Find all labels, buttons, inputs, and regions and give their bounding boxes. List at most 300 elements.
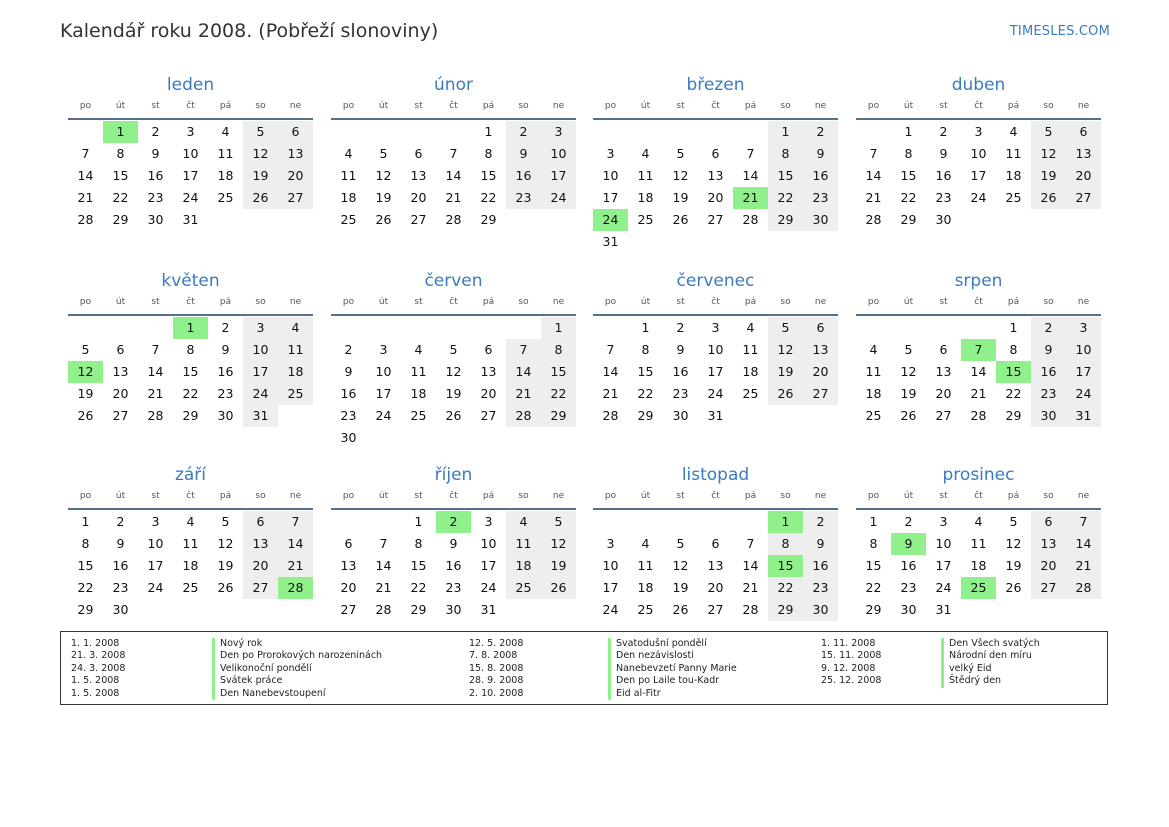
day-cell[interactable]: 30 [803,599,838,621]
day-cell[interactable]: 26 [217,580,234,595]
day-cell[interactable]: 29 [77,602,94,617]
day-cell[interactable]: 18 [1005,168,1022,183]
site-link[interactable]: TIMESLES.COM [1009,24,1110,39]
day-cell[interactable]: 3 [974,124,983,139]
day-cell[interactable]: 30 [803,209,838,231]
day-cell[interactable]: 25 [865,408,882,423]
day-cell[interactable]: 7 [746,536,755,551]
day-cell[interactable]: 30 [147,212,164,227]
day-cell[interactable]: 14 [77,168,94,183]
day-cell[interactable]: 11 [182,536,199,551]
holiday-day-cell[interactable]: 1 [173,317,208,339]
day-cell[interactable]: 24 [147,580,164,595]
day-cell[interactable]: 18 [506,555,541,577]
day-cell[interactable]: 20 [112,386,129,401]
day-cell[interactable]: 9 [221,342,230,357]
day-cell[interactable]: 23 [803,577,838,599]
day-cell[interactable]: 3 [151,514,160,529]
day-cell[interactable]: 17 [935,558,952,573]
day-cell[interactable]: 12 [672,558,689,573]
day-cell[interactable]: 6 [414,146,423,161]
day-cell[interactable]: 17 [541,165,576,187]
day-cell[interactable]: 9 [151,146,160,161]
day-cell[interactable]: 6 [243,511,278,533]
day-cell[interactable]: 22 [865,580,882,595]
day-cell[interactable]: 19 [1005,558,1022,573]
day-cell[interactable]: 17 [182,168,199,183]
day-cell[interactable]: 3 [711,320,720,335]
day-cell[interactable]: 8 [186,342,195,357]
day-cell[interactable]: 5 [243,121,278,143]
day-cell[interactable]: 26 [77,408,94,423]
day-cell[interactable]: 28 [375,602,392,617]
day-cell[interactable]: 24 [375,408,392,423]
holiday-day-cell[interactable]: 12 [68,361,103,383]
day-cell[interactable]: 14 [865,168,882,183]
day-cell[interactable]: 20 [707,580,724,595]
day-cell[interactable]: 8 [541,339,576,361]
day-cell[interactable]: 2 [506,121,541,143]
day-cell[interactable]: 12 [217,536,234,551]
day-cell[interactable]: 28 [506,405,541,427]
day-cell[interactable]: 22 [112,190,129,205]
day-cell[interactable]: 9 [116,536,125,551]
day-cell[interactable]: 15 [182,364,199,379]
day-cell[interactable]: 9 [449,536,458,551]
day-cell[interactable]: 7 [379,536,388,551]
day-cell[interactable]: 20 [278,165,313,187]
holiday-day-cell[interactable]: 9 [891,533,926,555]
day-cell[interactable]: 22 [480,190,497,205]
day-cell[interactable]: 18 [182,558,199,573]
day-cell[interactable]: 24 [541,187,576,209]
day-cell[interactable]: 1 [81,514,90,529]
day-cell[interactable]: 25 [410,408,427,423]
day-cell[interactable]: 26 [1031,187,1066,209]
day-cell[interactable]: 7 [449,146,458,161]
day-cell[interactable]: 15 [480,168,497,183]
day-cell[interactable]: 4 [221,124,230,139]
day-cell[interactable]: 25 [742,386,759,401]
day-cell[interactable]: 2 [939,124,948,139]
day-cell[interactable]: 5 [1031,121,1066,143]
day-cell[interactable]: 22 [900,190,917,205]
day-cell[interactable]: 3 [939,514,948,529]
day-cell[interactable]: 12 [375,168,392,183]
day-cell[interactable]: 5 [221,514,230,529]
day-cell[interactable]: 13 [803,339,838,361]
day-cell[interactable]: 8 [1009,342,1018,357]
day-cell[interactable]: 13 [112,364,129,379]
day-cell[interactable]: 27 [803,383,838,405]
day-cell[interactable]: 31 [602,234,619,249]
day-cell[interactable]: 13 [1066,143,1101,165]
day-cell[interactable]: 4 [344,146,353,161]
day-cell[interactable]: 21 [375,580,392,595]
day-cell[interactable]: 8 [904,146,913,161]
day-cell[interactable]: 11 [278,339,313,361]
day-cell[interactable]: 15 [112,168,129,183]
day-cell[interactable]: 24 [182,190,199,205]
day-cell[interactable]: 21 [445,190,462,205]
day-cell[interactable]: 25 [637,212,654,227]
day-cell[interactable]: 8 [116,146,125,161]
day-cell[interactable]: 23 [147,190,164,205]
day-cell[interactable]: 7 [506,339,541,361]
day-cell[interactable]: 8 [414,536,423,551]
day-cell[interactable]: 10 [935,536,952,551]
day-cell[interactable]: 25 [182,580,199,595]
day-cell[interactable]: 19 [672,580,689,595]
day-cell[interactable]: 9 [506,143,541,165]
day-cell[interactable]: 10 [1066,339,1101,361]
day-cell[interactable]: 3 [1066,317,1101,339]
day-cell[interactable]: 4 [641,536,650,551]
day-cell[interactable]: 20 [1066,165,1101,187]
day-cell[interactable]: 27 [935,408,952,423]
day-cell[interactable]: 8 [869,536,878,551]
day-cell[interactable]: 30 [112,602,129,617]
day-cell[interactable]: 23 [672,386,689,401]
day-cell[interactable]: 19 [900,386,917,401]
day-cell[interactable]: 9 [344,364,353,379]
day-cell[interactable]: 16 [803,165,838,187]
day-cell[interactable]: 26 [243,187,278,209]
day-cell[interactable]: 25 [1005,190,1022,205]
day-cell[interactable]: 29 [410,602,427,617]
day-cell[interactable]: 1 [904,124,913,139]
day-cell[interactable]: 17 [375,386,392,401]
day-cell[interactable]: 19 [445,386,462,401]
day-cell[interactable]: 3 [606,536,615,551]
day-cell[interactable]: 3 [541,121,576,143]
day-cell[interactable]: 20 [243,555,278,577]
day-cell[interactable]: 17 [602,580,619,595]
day-cell[interactable]: 7 [869,146,878,161]
day-cell[interactable]: 6 [278,121,313,143]
day-cell[interactable]: 10 [243,339,278,361]
day-cell[interactable]: 10 [147,536,164,551]
day-cell[interactable]: 18 [970,558,987,573]
day-cell[interactable]: 25 [340,212,357,227]
day-cell[interactable]: 17 [970,168,987,183]
day-cell[interactable]: 27 [410,212,427,227]
day-cell[interactable]: 15 [77,558,94,573]
day-cell[interactable]: 1 [641,320,650,335]
day-cell[interactable]: 7 [151,342,160,357]
day-cell[interactable]: 27 [112,408,129,423]
day-cell[interactable]: 14 [742,558,759,573]
day-cell[interactable]: 2 [151,124,160,139]
day-cell[interactable]: 18 [340,190,357,205]
day-cell[interactable]: 26 [900,408,917,423]
day-cell[interactable]: 12 [768,339,803,361]
day-cell[interactable]: 13 [340,558,357,573]
day-cell[interactable]: 6 [1066,121,1101,143]
day-cell[interactable]: 8 [768,143,803,165]
day-cell[interactable]: 16 [900,558,917,573]
day-cell[interactable]: 18 [637,580,654,595]
day-cell[interactable]: 22 [541,383,576,405]
day-cell[interactable]: 1 [484,124,493,139]
day-cell[interactable]: 4 [869,342,878,357]
day-cell[interactable]: 3 [243,317,278,339]
day-cell[interactable]: 31 [1066,405,1101,427]
day-cell[interactable]: 12 [243,143,278,165]
day-cell[interactable]: 15 [410,558,427,573]
day-cell[interactable]: 27 [1031,577,1066,599]
day-cell[interactable]: 28 [445,212,462,227]
day-cell[interactable]: 29 [541,405,576,427]
day-cell[interactable]: 17 [147,558,164,573]
day-cell[interactable]: 2 [116,514,125,529]
day-cell[interactable]: 18 [410,386,427,401]
day-cell[interactable]: 19 [672,190,689,205]
day-cell[interactable]: 21 [506,383,541,405]
day-cell[interactable]: 30 [445,602,462,617]
day-cell[interactable]: 28 [1066,577,1101,599]
day-cell[interactable]: 6 [1031,511,1066,533]
day-cell[interactable]: 21 [742,580,759,595]
day-cell[interactable]: 29 [112,212,129,227]
day-cell[interactable]: 19 [77,386,94,401]
day-cell[interactable]: 21 [970,386,987,401]
day-cell[interactable]: 5 [768,317,803,339]
day-cell[interactable]: 6 [344,536,353,551]
day-cell[interactable]: 7 [81,146,90,161]
day-cell[interactable]: 30 [672,408,689,423]
day-cell[interactable]: 14 [445,168,462,183]
day-cell[interactable]: 22 [768,577,803,599]
day-cell[interactable]: 14 [506,361,541,383]
day-cell[interactable]: 14 [278,533,313,555]
day-cell[interactable]: 2 [344,342,353,357]
day-cell[interactable]: 16 [672,364,689,379]
day-cell[interactable]: 5 [541,511,576,533]
day-cell[interactable]: 11 [1005,146,1022,161]
day-cell[interactable]: 18 [217,168,234,183]
day-cell[interactable]: 27 [243,577,278,599]
day-cell[interactable]: 9 [1031,339,1066,361]
day-cell[interactable]: 9 [676,342,685,357]
day-cell[interactable]: 19 [768,361,803,383]
day-cell[interactable]: 15 [541,361,576,383]
day-cell[interactable]: 16 [340,386,357,401]
day-cell[interactable]: 11 [340,168,357,183]
day-cell[interactable]: 6 [116,342,125,357]
day-cell[interactable]: 13 [707,168,724,183]
day-cell[interactable]: 10 [541,143,576,165]
day-cell[interactable]: 20 [480,386,497,401]
day-cell[interactable]: 5 [676,146,685,161]
day-cell[interactable]: 19 [541,555,576,577]
day-cell[interactable]: 3 [484,514,493,529]
day-cell[interactable]: 20 [935,386,952,401]
day-cell[interactable]: 1 [869,514,878,529]
day-cell[interactable]: 25 [278,383,313,405]
day-cell[interactable]: 29 [865,602,882,617]
day-cell[interactable]: 22 [182,386,199,401]
day-cell[interactable]: 3 [186,124,195,139]
day-cell[interactable]: 6 [484,342,493,357]
day-cell[interactable]: 3 [606,146,615,161]
day-cell[interactable]: 12 [1031,143,1066,165]
day-cell[interactable]: 26 [1005,580,1022,595]
day-cell[interactable]: 13 [935,364,952,379]
day-cell[interactable]: 24 [1066,383,1101,405]
day-cell[interactable]: 18 [742,364,759,379]
day-cell[interactable]: 15 [900,168,917,183]
holiday-day-cell[interactable]: 25 [961,577,996,599]
day-cell[interactable]: 14 [375,558,392,573]
day-cell[interactable]: 7 [1066,511,1101,533]
day-cell[interactable]: 13 [278,143,313,165]
day-cell[interactable]: 1 [1009,320,1018,335]
day-cell[interactable]: 22 [77,580,94,595]
day-cell[interactable]: 10 [602,558,619,573]
day-cell[interactable]: 19 [217,558,234,573]
day-cell[interactable]: 16 [935,168,952,183]
day-cell[interactable]: 10 [970,146,987,161]
day-cell[interactable]: 23 [217,386,234,401]
day-cell[interactable]: 9 [939,146,948,161]
day-cell[interactable]: 4 [641,146,650,161]
day-cell[interactable]: 13 [410,168,427,183]
day-cell[interactable]: 27 [1066,187,1101,209]
day-cell[interactable]: 21 [278,555,313,577]
day-cell[interactable]: 19 [243,165,278,187]
day-cell[interactable]: 28 [742,212,759,227]
day-cell[interactable]: 13 [1031,533,1066,555]
day-cell[interactable]: 5 [1009,514,1018,529]
day-cell[interactable]: 2 [803,121,838,143]
day-cell[interactable]: 14 [602,364,619,379]
day-cell[interactable]: 30 [217,408,234,423]
day-cell[interactable]: 29 [182,408,199,423]
day-cell[interactable]: 17 [1066,361,1101,383]
day-cell[interactable]: 1 [541,317,576,339]
day-cell[interactable]: 8 [641,342,650,357]
day-cell[interactable]: 24 [243,383,278,405]
holiday-day-cell[interactable]: 1 [103,121,138,143]
day-cell[interactable]: 20 [340,580,357,595]
day-cell[interactable]: 28 [147,408,164,423]
day-cell[interactable]: 26 [375,212,392,227]
day-cell[interactable]: 1 [768,121,803,143]
day-cell[interactable]: 21 [147,386,164,401]
holiday-day-cell[interactable]: 21 [733,187,768,209]
day-cell[interactable]: 22 [768,187,803,209]
holiday-day-cell[interactable]: 2 [436,511,471,533]
day-cell[interactable]: 26 [768,383,803,405]
day-cell[interactable]: 29 [768,599,803,621]
day-cell[interactable]: 26 [445,408,462,423]
holiday-day-cell[interactable]: 28 [278,577,313,599]
day-cell[interactable]: 26 [541,577,576,599]
day-cell[interactable]: 23 [935,190,952,205]
holiday-day-cell[interactable]: 15 [768,555,803,577]
day-cell[interactable]: 22 [410,580,427,595]
day-cell[interactable]: 30 [935,212,952,227]
day-cell[interactable]: 21 [1066,555,1101,577]
day-cell[interactable]: 13 [480,364,497,379]
day-cell[interactable]: 20 [1031,555,1066,577]
day-cell[interactable]: 2 [803,511,838,533]
day-cell[interactable]: 21 [77,190,94,205]
day-cell[interactable]: 20 [707,190,724,205]
day-cell[interactable]: 19 [1031,165,1066,187]
day-cell[interactable]: 28 [77,212,94,227]
day-cell[interactable]: 14 [970,364,987,379]
day-cell[interactable]: 6 [711,536,720,551]
day-cell[interactable]: 28 [970,408,987,423]
day-cell[interactable]: 10 [182,146,199,161]
day-cell[interactable]: 21 [602,386,619,401]
day-cell[interactable]: 14 [1066,533,1101,555]
day-cell[interactable]: 15 [768,165,803,187]
day-cell[interactable]: 10 [707,342,724,357]
holiday-day-cell[interactable]: 1 [768,511,803,533]
holiday-day-cell[interactable]: 15 [996,361,1031,383]
day-cell[interactable]: 18 [278,361,313,383]
day-cell[interactable]: 17 [243,361,278,383]
day-cell[interactable]: 30 [340,430,357,445]
day-cell[interactable]: 29 [480,212,497,227]
day-cell[interactable]: 28 [602,408,619,423]
holiday-day-cell[interactable]: 7 [961,339,996,361]
day-cell[interactable]: 23 [340,408,357,423]
day-cell[interactable]: 8 [81,536,90,551]
day-cell[interactable]: 27 [707,212,724,227]
day-cell[interactable]: 17 [480,558,497,573]
day-cell[interactable]: 9 [803,533,838,555]
day-cell[interactable]: 16 [217,364,234,379]
day-cell[interactable]: 4 [414,342,423,357]
day-cell[interactable]: 16 [1031,361,1066,383]
day-cell[interactable]: 12 [541,533,576,555]
day-cell[interactable]: 11 [217,146,234,161]
day-cell[interactable]: 25 [637,602,654,617]
day-cell[interactable]: 25 [506,577,541,599]
day-cell[interactable]: 4 [278,317,313,339]
day-cell[interactable]: 12 [900,364,917,379]
day-cell[interactable]: 25 [217,190,234,205]
day-cell[interactable]: 20 [803,361,838,383]
day-cell[interactable]: 6 [939,342,948,357]
day-cell[interactable]: 11 [410,364,427,379]
day-cell[interactable]: 4 [1009,124,1018,139]
day-cell[interactable]: 31 [243,405,278,427]
day-cell[interactable]: 11 [637,558,654,573]
day-cell[interactable]: 13 [243,533,278,555]
day-cell[interactable]: 24 [480,580,497,595]
day-cell[interactable]: 16 [506,165,541,187]
day-cell[interactable]: 24 [970,190,987,205]
day-cell[interactable]: 12 [1005,536,1022,551]
day-cell[interactable]: 4 [974,514,983,529]
day-cell[interactable]: 2 [676,320,685,335]
day-cell[interactable]: 17 [602,190,619,205]
day-cell[interactable]: 23 [803,187,838,209]
day-cell[interactable]: 7 [278,511,313,533]
day-cell[interactable]: 30 [900,602,917,617]
day-cell[interactable]: 29 [768,209,803,231]
day-cell[interactable]: 16 [445,558,462,573]
day-cell[interactable]: 29 [637,408,654,423]
day-cell[interactable]: 2 [221,320,230,335]
day-cell[interactable]: 31 [182,212,199,227]
day-cell[interactable]: 11 [742,342,759,357]
